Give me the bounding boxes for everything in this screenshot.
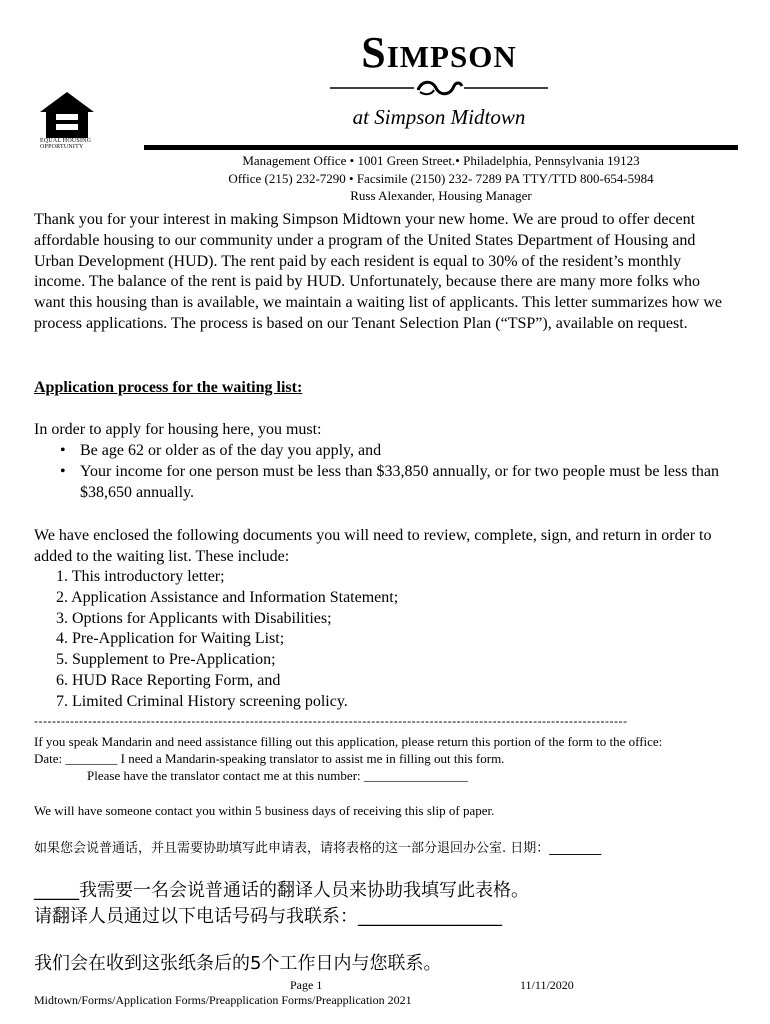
mandarin-request-english [34,734,734,784]
section-title: Application process for the waiting list: [34,379,303,396]
eho-caption: EQUAL HOUSING OPPORTUNITY [40,138,92,150]
address-line-3: Russ Alexander, Housing Manager [350,188,532,203]
footer-date: 11/11/2020 [520,978,574,992]
mandarin-request-line-2: Date: ________ I need a Mandarin-speaking translator to assist me in filling out this form. [34,750,505,766]
list-item: 4. Pre-Application for Waiting List; [56,630,285,648]
mandarin-request-chinese: 如果您会说普通话，并且需要协助填写此申请表，请将表格的这一部分退回办公室. 日期：________ [34,841,602,856]
header-rule [144,145,738,150]
list-item: 2. Application Assistance and Information Statement; [56,588,399,606]
address-block [144,152,738,205]
tear-off-line: ------------------------------------------------------------------------------------------------------------------------------------ [34,714,628,728]
list-item: 3. Options for Applicants with Disabilities; [56,609,332,627]
requirements-lead: In order to apply for housing here, you must: [34,421,322,438]
brand-subtitle: at Simpson Midtown [352,105,526,129]
footer-file-path: Midtown/Forms/Application Forms/Preapplication Forms/Preapplication 2021 [34,993,412,1007]
list-item: 1. This introductory letter; [56,568,225,585]
intro-paragraph: Thank you for your interest in making Simpson Midtown your new home. We are proud to offer decent affordable housing to our community under a program of the United States Department of Housing and Urban Development (HUD). The rent paid by each resident is equal to 30% of the resident’s monthly income. The balance of the rent is paid by HUD. Unfortunately, because there are many more folks who want this housing than is available, we maintain a waiting list of applicants. This letter summarizes how we process applications. The process is based on our Tenant Selection Plan (“TSP”), available on request. [34,211,722,332]
translator-contact-chinese: 请翻译人员通过以下电话号码与我联系：________________ [34,906,502,927]
brand-swash-ornament [322,78,556,98]
list-item: • Your income for one person must be less than $33,850 annually, or for two people must be less than $38,650 annually. [80,462,734,504]
brand-block [322,30,556,129]
address-line-1: Management Office • 1001 Green Street.• Philadelphia, Pennsylvania 19123 [242,153,640,168]
list-item: 7. Limited Criminal History screening policy. [56,692,348,710]
equal-housing-logo [40,92,96,150]
list-item: 6. HUD Race Reporting Form, and [56,671,281,689]
page-number: Page 1 [290,978,323,992]
list-item: 5. Supplement to Pre-Application; [56,651,276,669]
address-line-2: Office (215) 232-7290 • Facsimile (2150) 232- 7289 PA TTY/TTD 800-654-5984 [228,170,654,186]
equal-housing-house-icon [40,92,94,138]
mandarin-request-line-1: If you speak Mandarin and need assistance filling out this application, please return this portion of the form to the office: [34,734,663,749]
contact-notice-chinese: 我们会在收到这张纸条后的5个工作日内与您联系。 [34,953,442,974]
translator-request-chinese: _____我需要一名会说普通话的翻译人员来协助我填写此表格。 [34,880,529,901]
requirements-list [34,441,734,503]
mandarin-request-line-3: Please have the translator contact me at this number: ________________ [87,767,468,783]
contact-notice-english: We will have someone contact you within 5 business days of receiving this slip of paper. [34,803,495,818]
documents-list [34,567,734,713]
brand-name: Simpson [361,28,517,77]
enclosed-documents-lead: We have enclosed the following documents you will need to review, complete, sign, and return in order to added to the waiting list. These include: [34,527,712,565]
list-item: • Be age 62 or older as of the day you apply, and [80,441,734,462]
